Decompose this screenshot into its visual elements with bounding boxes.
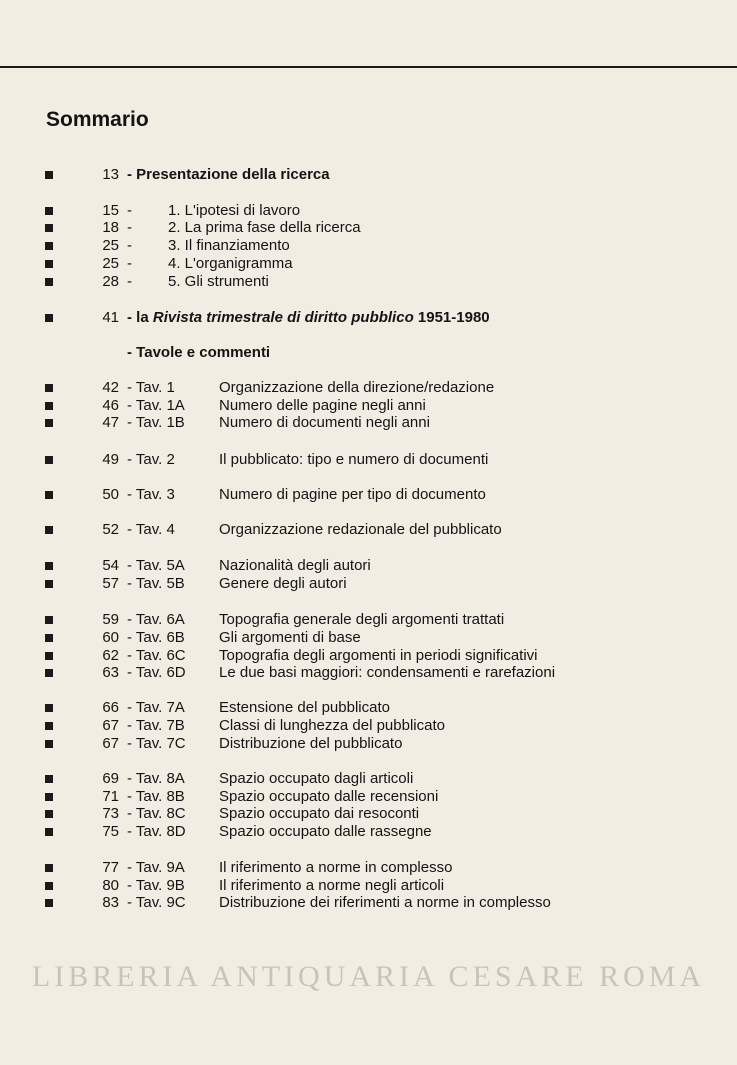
- toc-entry: [0, 380, 737, 396]
- page-number: 71: [102, 788, 119, 805]
- bullet-square-icon: [45, 260, 53, 268]
- table-number: - Tav. 8A: [127, 770, 185, 787]
- page-number: 15: [102, 202, 119, 219]
- separator: -: [127, 344, 132, 361]
- entry-title: 3. Il finanziamento: [168, 237, 290, 254]
- page-number: 77: [102, 859, 119, 876]
- page-number: 80: [102, 877, 119, 894]
- table-number: - Tav. 6D: [127, 664, 186, 681]
- page-number: 47: [102, 414, 119, 431]
- bullet-square-icon: [45, 634, 53, 642]
- entry-title: Il riferimento a norme in complesso: [219, 859, 453, 876]
- table-number: - Tav. 1A: [127, 397, 185, 414]
- toc-entry: [0, 860, 737, 876]
- entry-title: Nazionalità degli autori: [219, 557, 371, 574]
- toc-entry: [0, 487, 737, 503]
- table-number: - Tav. 8B: [127, 788, 185, 805]
- bullet-square-icon: [45, 562, 53, 570]
- page-number: 25: [102, 237, 119, 254]
- page-number: 25: [102, 255, 119, 272]
- entry-title: 4. L'organigramma: [168, 255, 293, 272]
- table-number: - Tav. 5B: [127, 575, 185, 592]
- watermark: LIBRERIA ANTIQUARIA CESARE ROMA: [31, 960, 706, 993]
- table-number: - Tav. 1: [127, 379, 175, 396]
- separator: -: [127, 219, 132, 236]
- page-number: 73: [102, 805, 119, 822]
- entry-title: Genere degli autori: [219, 575, 347, 592]
- page-number: 42: [102, 379, 119, 396]
- separator: -: [127, 237, 132, 254]
- table-number: - Tav. 7A: [127, 699, 185, 716]
- toc-entry: [0, 612, 737, 628]
- toc-entry: [0, 806, 737, 822]
- toc-entry: [0, 203, 737, 219]
- bullet-square-icon: [45, 793, 53, 801]
- toc-entry: [0, 256, 737, 272]
- page-number: 54: [102, 557, 119, 574]
- entry-title: 5. Gli strumenti: [168, 273, 269, 290]
- page-number: 83: [102, 894, 119, 911]
- separator: -: [127, 202, 132, 219]
- table-number: - Tav. 9A: [127, 859, 185, 876]
- page-number: 18: [102, 219, 119, 236]
- page-number: 13: [102, 166, 119, 183]
- bullet-square-icon: [45, 314, 53, 322]
- toc-entry: [0, 718, 737, 734]
- toc-entry: [0, 522, 737, 538]
- bullet-square-icon: [45, 419, 53, 427]
- toc-entry: [0, 220, 737, 236]
- bullet-square-icon: [45, 171, 53, 179]
- bullet-square-icon: [45, 616, 53, 624]
- table-number: - Tav. 6C: [127, 647, 186, 664]
- page-number: 67: [102, 717, 119, 734]
- bullet-square-icon: [45, 828, 53, 836]
- page-number: 57: [102, 575, 119, 592]
- toc-entry: [0, 452, 737, 468]
- toc-entry: [0, 824, 737, 840]
- table-number: - Tav. 9B: [127, 877, 185, 894]
- entry-title: Le due basi maggiori: condensamenti e rarefazioni: [219, 664, 556, 681]
- bullet-square-icon: [45, 775, 53, 783]
- toc-entry: [0, 665, 737, 681]
- entry-title: Il riferimento a norme negli articoli: [219, 877, 445, 894]
- bullet-square-icon: [45, 899, 53, 907]
- heading-label: Presentazione della ricerca: [136, 166, 330, 183]
- entry-title: Organizzazione della direzione/redazione: [219, 379, 495, 396]
- entry-title: Numero di pagine per tipo di documento: [219, 486, 486, 503]
- table-number: - Tav. 1B: [127, 414, 185, 431]
- page-number: 69: [102, 770, 119, 787]
- table-number: - Tav. 8C: [127, 805, 186, 822]
- journal-title: Rivista trimestrale di diritto pubblico: [152, 309, 414, 326]
- table-number: - Tav. 5A: [127, 557, 185, 574]
- bullet-square-icon: [45, 242, 53, 250]
- entry-title: Spazio occupato dalle rassegne: [219, 823, 432, 840]
- toc-entry: [0, 771, 737, 787]
- bullet-square-icon: [45, 652, 53, 660]
- page-number: 46: [102, 397, 119, 414]
- toc-entry: [0, 558, 737, 574]
- table-number: - Tav. 8D: [127, 823, 186, 840]
- page-number: 28: [102, 273, 119, 290]
- header-rule: [0, 66, 737, 68]
- page-number: 75: [102, 823, 119, 840]
- bullet-square-icon: [45, 526, 53, 534]
- toc-entry: [0, 648, 737, 664]
- entry-title: 1. L'ipotesi di lavoro: [168, 202, 301, 219]
- bullet-square-icon: [45, 491, 53, 499]
- separator: -: [127, 166, 132, 183]
- table-number: - Tav. 7B: [127, 717, 185, 734]
- entry-title: Numero di documenti negli anni: [219, 414, 430, 431]
- toc-entry: [0, 167, 737, 183]
- toc-entry: [0, 274, 737, 290]
- bullet-square-icon: [45, 810, 53, 818]
- entry-title: Topografia degli argomenti in periodi significativi: [219, 647, 538, 664]
- table-number: - Tav. 7C: [127, 735, 186, 752]
- entry-title-prefix: la: [136, 309, 153, 326]
- page-number: 60: [102, 629, 119, 646]
- page-number: 62: [102, 647, 119, 664]
- entry-title: Spazio occupato dagli articoli: [219, 770, 414, 787]
- bullet-square-icon: [45, 669, 53, 677]
- page-number: 49: [102, 451, 119, 468]
- entry-title: Numero delle pagine negli anni: [219, 397, 426, 414]
- page-number: 50: [102, 486, 119, 503]
- bullet-square-icon: [45, 278, 53, 286]
- toc-entry: [0, 238, 737, 254]
- table-number: - Tav. 2: [127, 451, 175, 468]
- entry-title: [127, 310, 490, 326]
- entry-title: Il pubblicato: tipo e numero di documenti: [219, 451, 489, 468]
- entry-title: Organizzazione redazionale del pubblicato: [219, 521, 502, 538]
- separator: -: [127, 255, 132, 272]
- entry-title: Distribuzione del pubblicato: [219, 735, 403, 752]
- toc-entry: [0, 630, 737, 646]
- page-number: 59: [102, 611, 119, 628]
- separator: -: [127, 273, 132, 290]
- toc-entry: [0, 576, 737, 592]
- page-number: 66: [102, 699, 119, 716]
- toc-entry: [0, 700, 737, 716]
- entry-title: Topografia generale degli argomenti trattati: [219, 611, 505, 628]
- toc-entry: [0, 789, 737, 805]
- toc-entry: [0, 415, 737, 431]
- separator: -: [127, 309, 132, 326]
- journal-years: 1951-1980: [413, 309, 490, 326]
- toc-entry: [0, 310, 737, 326]
- bullet-square-icon: [45, 864, 53, 872]
- entry-title: Spazio occupato dai resoconti: [219, 805, 420, 822]
- page-title: Sommario: [46, 108, 149, 131]
- entry-title: Estensione del pubblicato: [219, 699, 390, 716]
- bullet-square-icon: [45, 456, 53, 464]
- bullet-square-icon: [45, 384, 53, 392]
- table-number: - Tav. 6A: [127, 611, 185, 628]
- page-number: 52: [102, 521, 119, 538]
- page-number: 63: [102, 664, 119, 681]
- entry-title: Spazio occupato dalle recensioni: [219, 788, 439, 805]
- toc-entry: [0, 895, 737, 911]
- entry-title: [127, 167, 330, 183]
- bullet-square-icon: [45, 722, 53, 730]
- heading-label: Tavole e commenti: [136, 344, 271, 361]
- bullet-square-icon: [45, 207, 53, 215]
- page-number: 41: [102, 309, 119, 326]
- bullet-square-icon: [45, 740, 53, 748]
- entry-title: [127, 345, 270, 361]
- entry-title: Distribuzione dei riferimenti a norme in complesso: [219, 894, 551, 911]
- toc-entry: [0, 345, 737, 361]
- toc-entry: [0, 736, 737, 752]
- toc-entry: [0, 878, 737, 894]
- page-number: 67: [102, 735, 119, 752]
- toc-entry: [0, 398, 737, 414]
- bullet-square-icon: [45, 882, 53, 890]
- table-number: - Tav. 6B: [127, 629, 185, 646]
- bullet-square-icon: [45, 224, 53, 232]
- table-number: - Tav. 3: [127, 486, 175, 503]
- entry-title: Gli argomenti di base: [219, 629, 361, 646]
- table-number: - Tav. 4: [127, 521, 175, 538]
- bullet-square-icon: [45, 402, 53, 410]
- bullet-square-icon: [45, 704, 53, 712]
- table-number: - Tav. 9C: [127, 894, 186, 911]
- bullet-square-icon: [45, 580, 53, 588]
- entry-title: Classi di lunghezza del pubblicato: [219, 717, 445, 734]
- entry-title: 2. La prima fase della ricerca: [168, 219, 361, 236]
